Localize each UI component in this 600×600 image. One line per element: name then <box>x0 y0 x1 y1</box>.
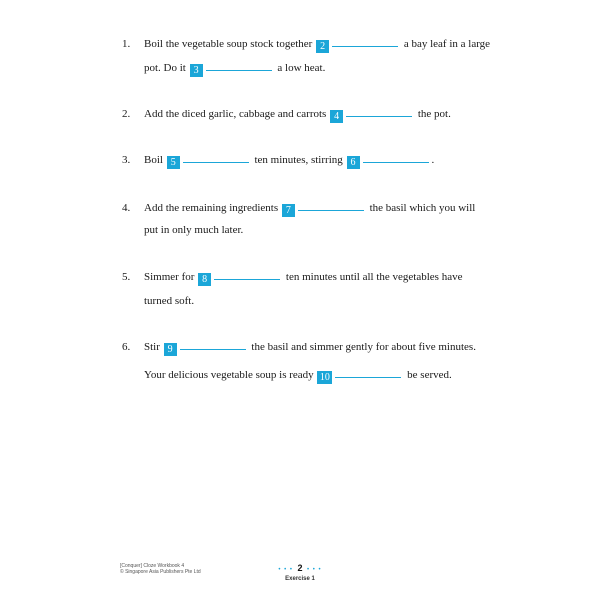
blank-number-box: 8 <box>198 273 211 286</box>
blank-number-box: 3 <box>190 64 203 77</box>
blank-number-box: 7 <box>282 204 295 217</box>
question-text: the basil and simmer gently for about five minutes. <box>251 341 476 353</box>
question-text: the basil which you will <box>369 202 476 214</box>
answer-blank[interactable] <box>335 369 401 378</box>
question-text: pot. Do it <box>144 62 186 74</box>
question-text: put in only much later. <box>144 224 244 236</box>
decorative-dots-left: • • • <box>278 567 294 573</box>
answer-blank[interactable] <box>346 108 412 117</box>
question-number: 1. <box>122 38 131 50</box>
question-text: the pot. <box>417 108 451 120</box>
question-number: 4. <box>122 202 131 214</box>
question-text: ten minutes until all the vegetables have <box>285 271 463 283</box>
answer-blank[interactable] <box>298 202 364 211</box>
workbook-title: [Conquer] Cloze Workbook 4 <box>120 563 185 569</box>
answer-blank[interactable] <box>214 271 280 280</box>
decorative-dots-right: • • • <box>306 567 322 573</box>
page-footer <box>260 558 340 582</box>
publisher-credit <box>120 563 201 575</box>
blank-number-box: 9 <box>164 343 177 356</box>
question-text: ten minutes, stirring <box>254 154 343 166</box>
question-text: a bay leaf in a large <box>403 38 491 50</box>
question-number: 6. <box>122 341 131 353</box>
blank-number-box: 4 <box>330 110 343 123</box>
question-text: Add the diced garlic, cabbage and carrots <box>144 108 327 120</box>
question-number: 5. <box>122 271 131 283</box>
question-text: a low heat. <box>277 62 326 74</box>
question-text: Simmer for <box>144 271 195 283</box>
copyright-notice: © Singapore Asia Publishers Pte Ltd <box>120 569 201 575</box>
answer-blank[interactable] <box>363 154 429 163</box>
question-text: Stir <box>144 341 160 353</box>
answer-blank[interactable] <box>180 341 246 350</box>
blank-number-box: 10 <box>317 371 332 384</box>
blank-number-box: 2 <box>316 40 329 53</box>
blank-number-box: 6 <box>347 156 360 169</box>
question-text: Add the remaining ingredients <box>144 202 279 214</box>
page-number: 2 <box>297 563 303 573</box>
question-text: Your delicious vegetable soup is ready <box>144 369 314 381</box>
exercise-label: Exercise 1 <box>285 576 315 582</box>
question-text: Boil the vegetable soup stock together <box>144 38 313 50</box>
blank-number-box: 5 <box>167 156 180 169</box>
question-text: Boil <box>144 154 163 166</box>
question-text: turned soft. <box>144 295 195 307</box>
answer-blank[interactable] <box>206 62 272 71</box>
question-text: be served. <box>407 369 452 381</box>
question-number: 3. <box>122 154 131 166</box>
question-text: . <box>431 154 435 166</box>
question-number: 2. <box>122 108 131 120</box>
answer-blank[interactable] <box>332 38 398 47</box>
answer-blank[interactable] <box>183 154 249 163</box>
